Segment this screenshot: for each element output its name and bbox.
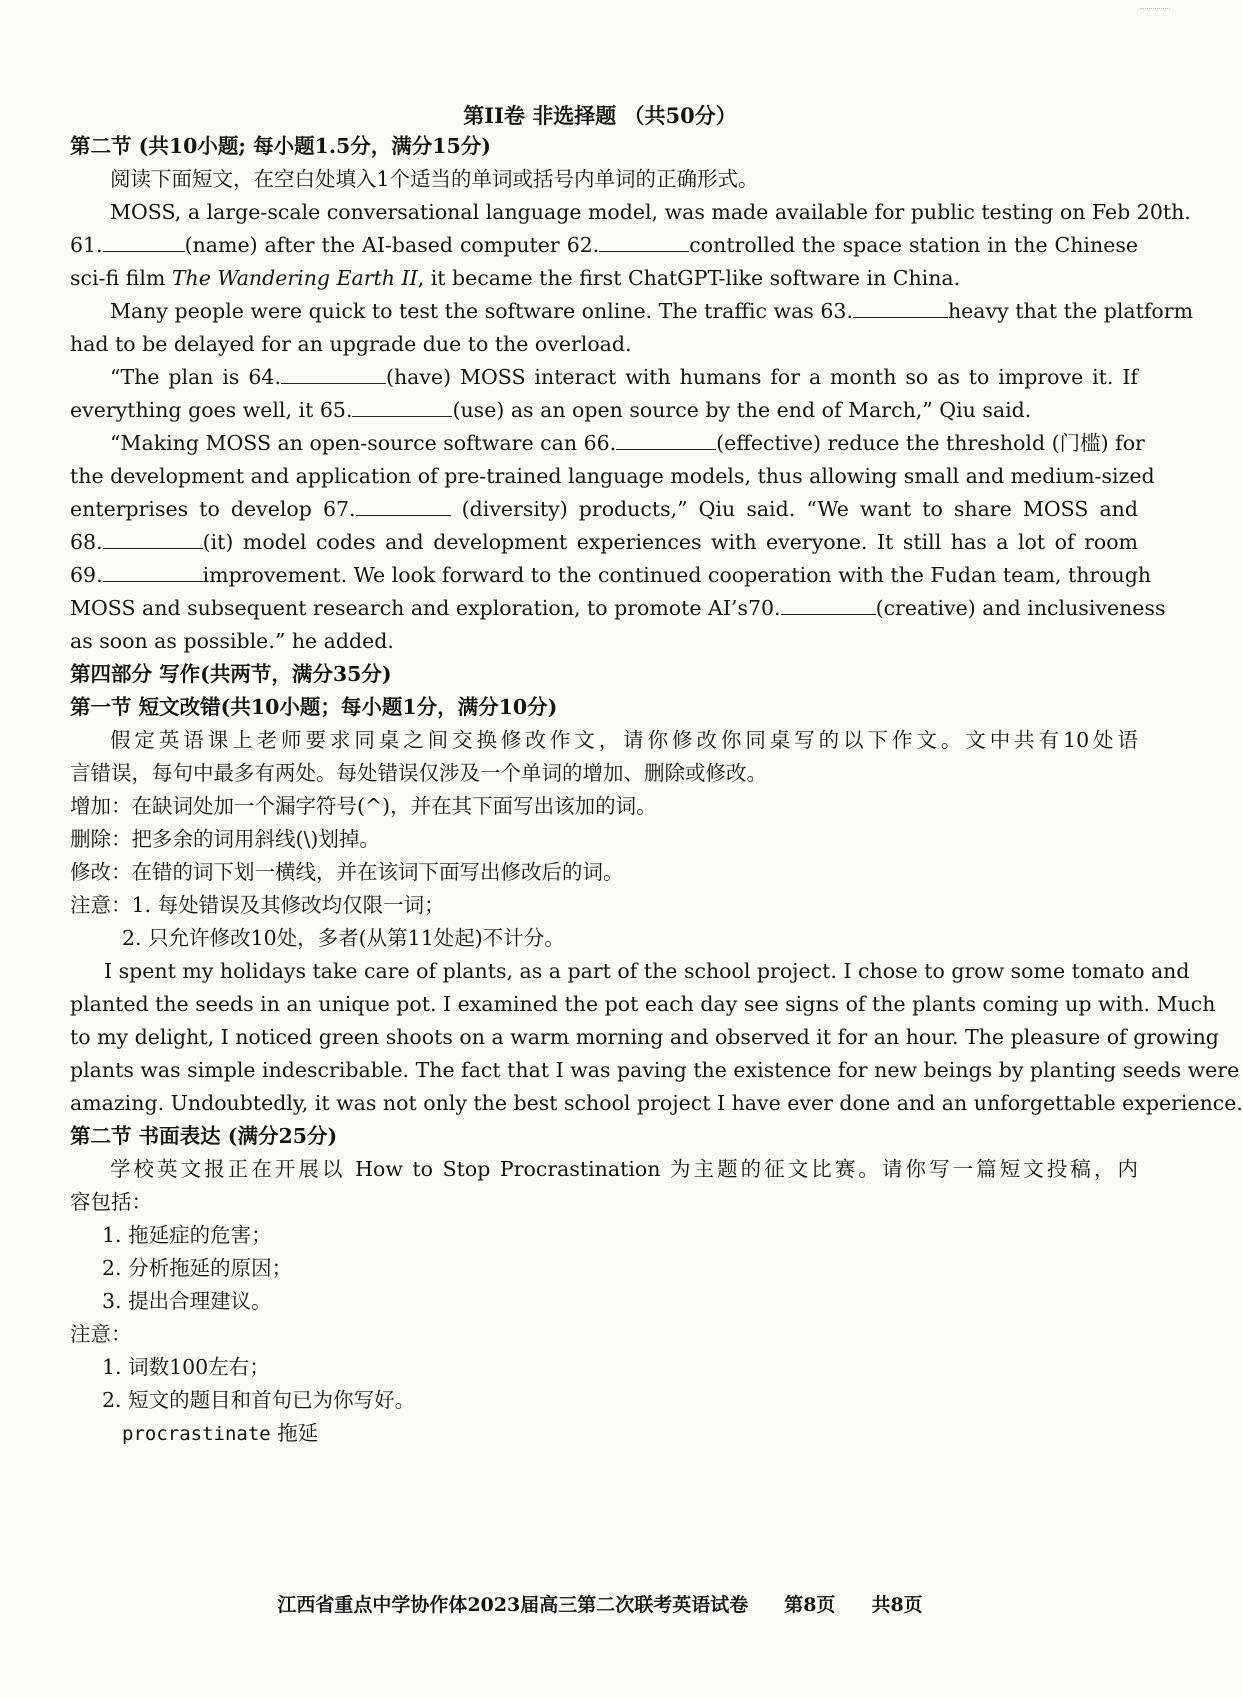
writing-prompt: 容包括： <box>70 1190 152 1214</box>
footer-total-pages: 共8页 <box>871 1594 923 1616</box>
blank-64[interactable] <box>281 361 386 384</box>
passage-line: “The plan is 64. (have) MOSS interact with humans for a month so as to improve it. If <box>70 361 1138 394</box>
passage-line: 69. improvement. We look forward to the continued cooperation with the Fudan team, through <box>70 559 1138 592</box>
blank-67[interactable] <box>356 493 451 516</box>
content-point: 1. 拖延症的危害； <box>102 1223 272 1247</box>
footer-page-number: 第8页 <box>784 1594 836 1616</box>
blank-number: 68. <box>70 530 103 554</box>
rule-delete: 删除：把多余的词用斜线(\)划掉。 <box>70 827 380 851</box>
blank-61[interactable] <box>103 229 185 252</box>
section1-instruction: 言错误，每句中最多有两处。每处错误仅涉及一个单词的增加、删除或修改。 <box>70 761 767 785</box>
blank-number: 70. <box>747 596 781 620</box>
passage-line: the development and application of pre-trained language models, thus allowing small and medium-sized <box>70 464 1155 488</box>
passage-line: “Making MOSS an open-source software can 66. (effective) reduce the threshold (门槛) for <box>70 427 1138 460</box>
blank-number: 69. <box>70 563 103 587</box>
blank-number: 61. <box>70 233 103 257</box>
essay-line: planted the seeds in an unique pot. I examined the pot each day see signs of the plants coming up with. Much <box>70 992 1216 1016</box>
glossary <box>70 1417 1138 1451</box>
blank-number: 67. <box>322 497 356 521</box>
note-1: 注意：1. 每处错误及其修改均仅限一词； <box>70 893 445 917</box>
writing-prompt: 学校英文报正在开展以 How to Stop Procrastination 为主题的征文比赛。请你写一篇短文投稿，内 <box>110 1157 1138 1181</box>
part4-header: 第四部分 写作(共两节，满分35分) <box>70 662 392 686</box>
notes-label: 注意： <box>70 1322 132 1346</box>
film-title: The Wandering Earth II <box>171 266 418 290</box>
section1-instruction: 假定英语课上老师要求同桌之间交换修改作文，请你修改你同桌写的以下作文。文中共有10处语 <box>110 728 1138 752</box>
writing-section-header: 第二节 书面表达 (满分25分) <box>70 1124 338 1148</box>
scan-artifact <box>1140 8 1170 21</box>
blank-69[interactable] <box>103 559 203 582</box>
passage-line: had to be delayed for an upgrade due to the overload. <box>70 332 632 356</box>
note-item: 1. 词数100左右； <box>102 1355 270 1379</box>
blank-number: 65. <box>319 398 353 422</box>
blank-68[interactable] <box>103 526 203 549</box>
passage-line: everything goes well, it 65. (use) as an open source by the end of March,” Qiu said. <box>70 394 1138 427</box>
passage-line: MOSS and subsequent research and exploration, to promote AI’s70. (creative) and inclusiveness <box>70 592 1138 625</box>
blank-70[interactable] <box>781 592 876 615</box>
section2-instruction: 阅读下面短文，在空白处填入1个适当的单词或括号内单词的正确形式。 <box>110 167 759 191</box>
passage-line: Many people were quick to test the software online. The traffic was 63. heavy that the platform <box>70 295 1138 328</box>
passage-line: MOSS, a large-scale conversational language model, was made available for public testing on Feb 20th. <box>110 200 1191 224</box>
blank-number: 62. <box>566 233 600 257</box>
blank-number: 63. <box>820 299 853 323</box>
footer-exam-name: 江西省重点中学协作体2023届高三第二次联考英语试卷 <box>277 1594 749 1616</box>
passage-line: 68. (it) model codes and development experiences with everyone. It still has a lot of room <box>70 526 1138 559</box>
blank-66[interactable] <box>616 427 716 450</box>
essay-line: plants was simple indescribable. The fact that I was paving the existence for new beings by planting seeds were <box>70 1058 1240 1082</box>
blank-65[interactable] <box>352 394 452 417</box>
blank-62[interactable] <box>599 229 689 252</box>
blank-number: 64. <box>248 365 281 389</box>
blank-63[interactable] <box>853 295 948 318</box>
section1-header: 第一节 短文改错(共10小题；每小题1分，满分10分) <box>70 695 558 719</box>
content-point: 3. 提出合理建议。 <box>102 1289 272 1313</box>
rule-add: 增加：在缺词处加一个漏字符号(^)，并在其下面写出该加的词。 <box>70 794 657 818</box>
passage-line: as soon as possible.” he added. <box>70 629 394 653</box>
gloss-term: procrastinate <box>122 1423 271 1445</box>
essay-line: I spent my holidays take care of plants, as a part of the school project. I chose to grow some tomato and <box>104 959 1190 983</box>
note-2: 2. 只允许修改10处，多者(从第11处起)不计分。 <box>122 926 565 950</box>
page-title: 第II卷 非选择题 （共50分） <box>463 103 737 128</box>
passage-line: enterprises to develop 67. (diversity) products,” Qiu said. “We want to share MOSS and <box>70 493 1138 526</box>
blank-number: 66. <box>583 431 617 455</box>
note-item: 2. 短文的题目和首句已为你写好。 <box>102 1388 416 1412</box>
gloss-definition: 拖延 <box>277 1421 319 1445</box>
section2-header: 第二节 (共10小题; 每小题1.5分，满分15分) <box>70 134 491 158</box>
essay-line: amazing. Undoubtedly, it was not only the best school project I have ever done and an unforgettable experience. <box>70 1091 1243 1115</box>
content-point: 2. 分析拖延的原因； <box>102 1256 293 1280</box>
passage-line: 61. (name) after the AI-based computer 62. controlled the space station in the Chinese <box>70 229 1138 262</box>
page-footer <box>0 1590 1200 1617</box>
essay-line: to my delight, I noticed green shoots on a warm morning and observed it for an hour. The pleasure of growing <box>70 1025 1219 1049</box>
rule-modify: 修改：在错的词下划一横线，并在该词下面写出修改后的词。 <box>70 860 624 884</box>
passage-line: sci-fi film The Wandering Earth II, it became the first ChatGPT-like software in China. <box>70 266 961 290</box>
